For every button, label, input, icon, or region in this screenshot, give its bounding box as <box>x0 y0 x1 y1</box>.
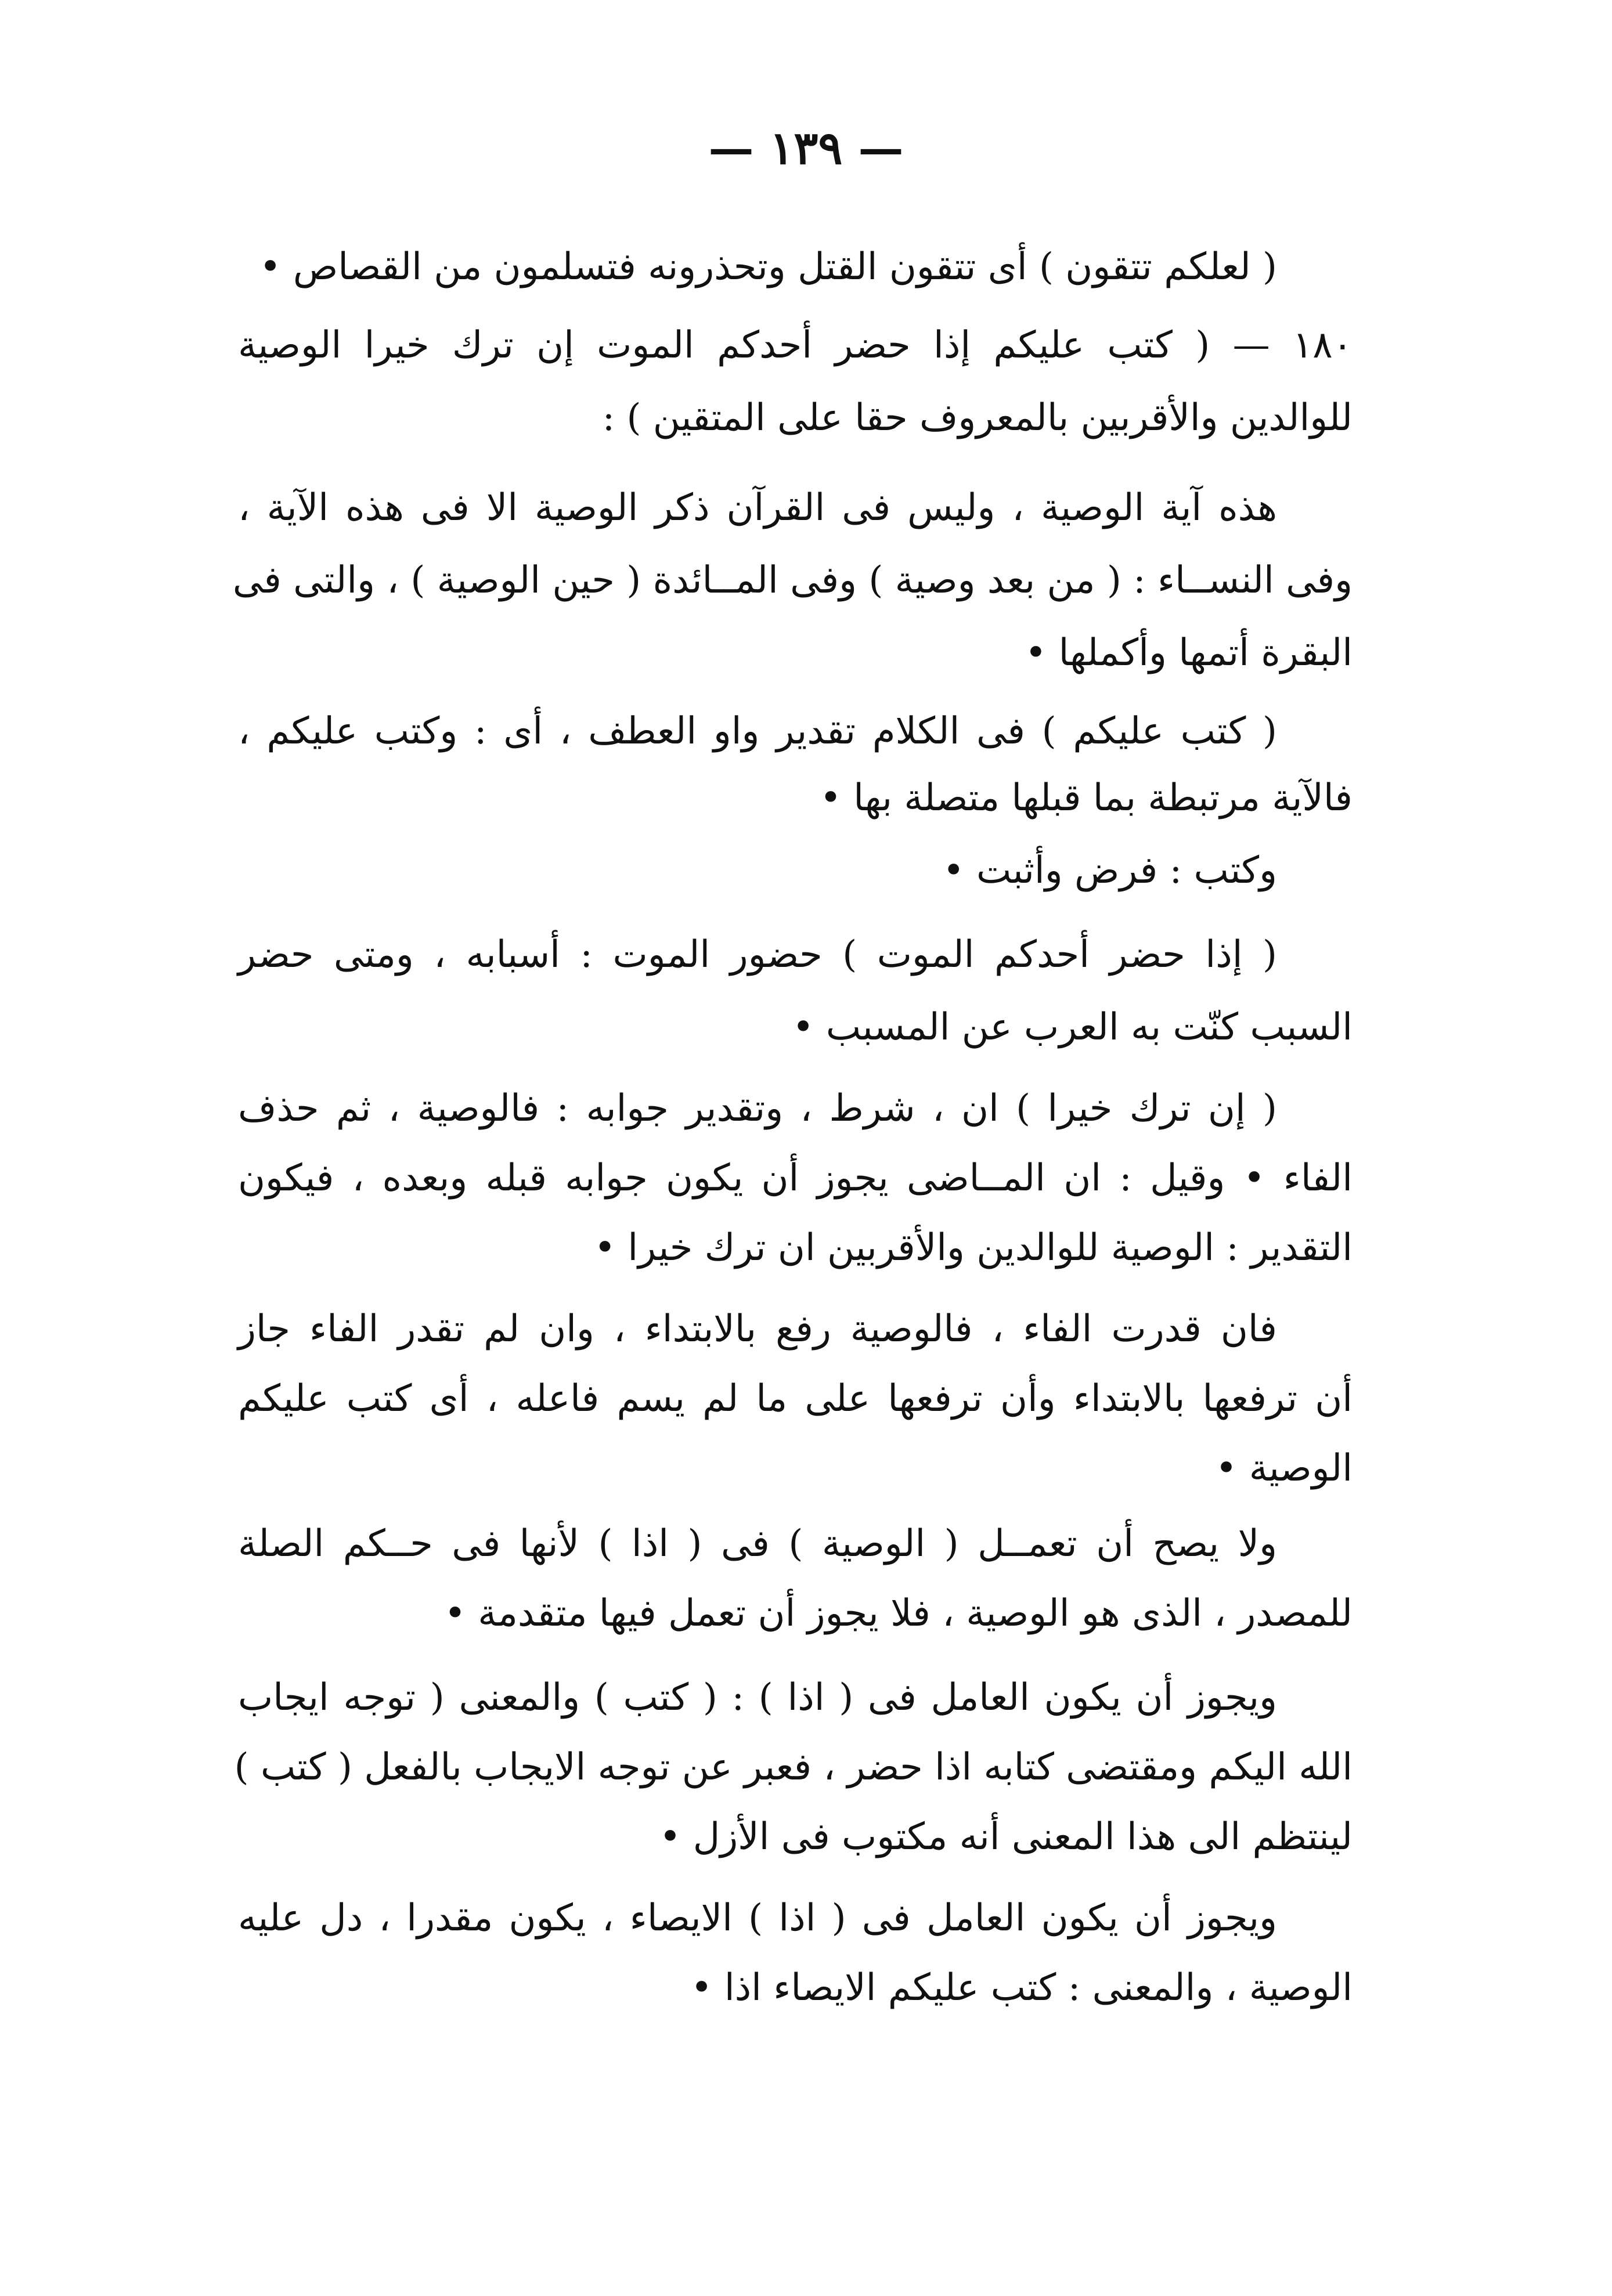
page-number: — ١٣٩ — <box>708 122 904 175</box>
text-line: الوصية ، والمعنى : كتب عليكم الايصاء اذا • <box>690 1966 1353 2009</box>
text-line: ولا يصح أن تعمــل ( الوصية ) فى ( اذا ) لأنها فى حــكم الصلة <box>238 1522 1277 1565</box>
text-line: ( إن ترك خيرا ) ان ، شرط ، وتقدير جوابه : فالوصية ، ثم حذف <box>238 1087 1278 1130</box>
text-line: ( لعلكم تتقون ) أى تتقون القتل وتحذرونه فتسلمون من القصاص • <box>259 246 1277 288</box>
text-line: الفاء • وقيل : ان المــاضى يجوز أن يكون جوابه قبله وبعده ، فيكون <box>238 1157 1353 1200</box>
text-line: وفى النســاء : ( من بعد وصية ) وفى المــائدة ( حين الوصية ) ، والتى فى <box>232 559 1353 602</box>
text-line: الله اليكم ومقتضى كتابه اذا حضر ، فعبر عن توجه الايجاب بالفعل ( كتب ) <box>234 1746 1353 1789</box>
text-line: وكتب : فرض وأثبت • <box>942 849 1277 892</box>
text-line: أن ترفعها بالابتداء وأن ترفعها على ما لم يسم فاعله ، أى كتب عليكم <box>238 1377 1353 1420</box>
text-line: ويجوز أن يكون العامل فى ( اذا ) : ( كتب ) والمعنى ( توجه ايجاب <box>238 1676 1277 1719</box>
text-line: ١٨٠ — ( كتب عليكم إذا حضر أحدكم الموت إن ترك خيرا الوصية <box>238 324 1353 367</box>
text-line: ويجوز أن يكون العامل فى ( اذا ) الايصاء ، يكون مقدرا ، دل عليه <box>238 1897 1277 1940</box>
text-line: الوصية • <box>1215 1447 1353 1490</box>
text-line: ( كتب عليكم ) فى الكلام تقدير واو العطف ، أى : وكتب عليكم ، <box>238 710 1277 753</box>
text-line: ( إذا حضر أحدكم الموت ) حضور الموت : أسبابه ، ومتى حضر <box>238 933 1278 976</box>
text-line: فان قدرت الفاء ، فالوصية رفع بالابتداء ، وان لم تقدر الفاء جاز <box>238 1308 1278 1351</box>
text-line: السبب كنّت به العرب عن المسبب • <box>792 1006 1353 1049</box>
text-line: البقرة أتمها وأكملها • <box>1025 631 1353 674</box>
text-line: فالآية مرتبطة بما قبلها متصلة بها • <box>820 777 1353 820</box>
text-line: هذه آية الوصية ، وليس فى القرآن ذكر الوصية الا فى هذه الآية ، <box>238 486 1277 529</box>
text-line: للمصدر ، الذى هو الوصية ، فلا يجوز أن تعمل فيها متقدمة • <box>444 1592 1353 1635</box>
text-line: لينتظم الى هذا المعنى أنه مكتوب فى الأزل • <box>659 1815 1353 1858</box>
text-line: التقدير : الوصية للوالدين والأقربين ان ترك خيرا • <box>594 1226 1353 1269</box>
text-line: للوالدين والأقربين بالمعروف حقا على المتقين ) : <box>602 396 1353 439</box>
